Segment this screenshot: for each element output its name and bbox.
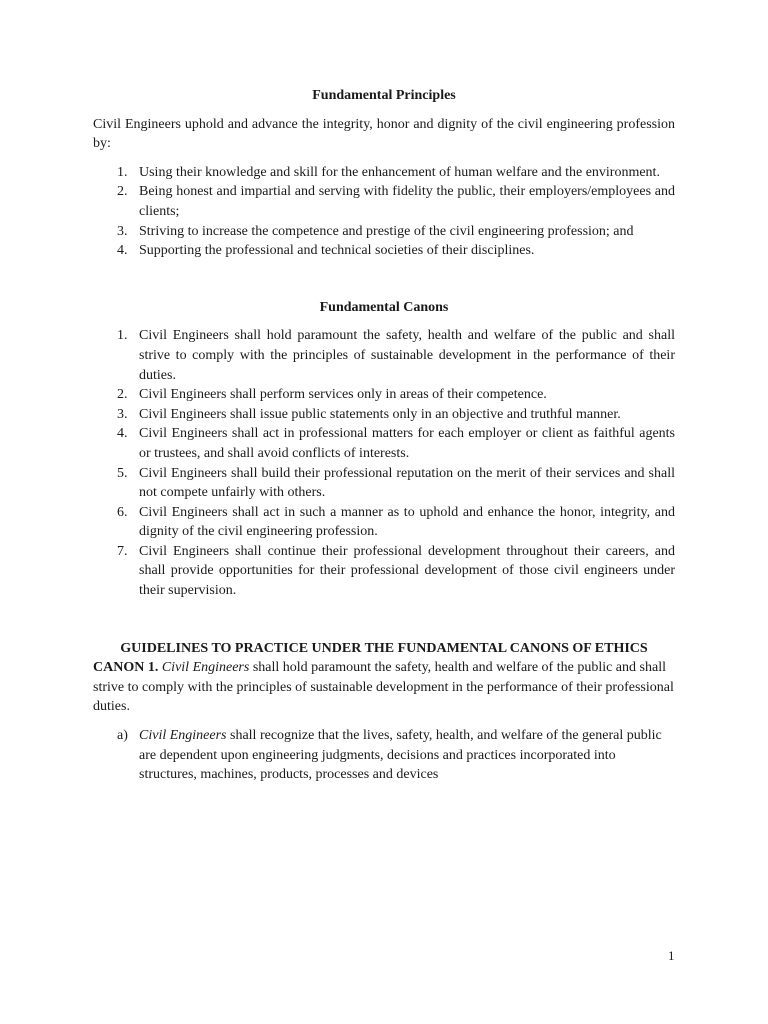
item-text: Civil Engineers shall act in such a manner as to uphold and enhance the honor, integrity, and dignity of the civil engineering profession. — [139, 504, 675, 540]
heading-guidelines: GUIDELINES TO PRACTICE UNDER THE FUNDAMENTAL CANONS OF ETHICS — [120, 640, 648, 656]
list-item — [93, 503, 675, 542]
item-number: 1. — [117, 328, 128, 344]
item-text: Civil Engineers shall build their professional reputation on the merit of their services and shall not compete unfairly with others. — [139, 465, 675, 501]
item-text: Being honest and impartial and serving with fidelity the public, their employers/employees and clients; — [139, 184, 675, 219]
canon-label: CANON 1. — [93, 660, 159, 676]
list-item — [93, 241, 675, 261]
item-number: 5. — [117, 465, 128, 481]
heading-fundamental-canons: Fundamental Canons — [319, 299, 449, 315]
page-number: 1 — [668, 948, 675, 963]
item-number: 7. — [117, 543, 128, 559]
item-number: 1. — [117, 164, 128, 180]
item-number: 2. — [117, 387, 128, 403]
item-number: 3. — [117, 406, 128, 422]
item-number: 6. — [117, 504, 128, 520]
list-item — [93, 222, 675, 242]
list-item — [93, 182, 675, 221]
item-letter: a) — [117, 728, 128, 744]
item-body: shall recognize that the lives, safety, health, and welfare of the general public are dependent upon engineering judgments, decisions and practices incorporated into structures, machines, products, processes and devices — [139, 728, 662, 783]
list-item — [93, 464, 675, 503]
item-number: 4. — [117, 243, 128, 259]
canon-1-sublist — [93, 726, 675, 785]
item-text — [139, 726, 675, 785]
list-item — [93, 326, 675, 385]
item-number: 4. — [117, 426, 128, 442]
list-item — [93, 542, 675, 601]
canon-text: shall hold paramount the safety, health and welfare of the public and shall strive to comply with the principles of sustainable development in the performance of their professional duties. — [93, 660, 674, 715]
principles-list — [93, 163, 675, 261]
item-text: Civil Engineers shall continue their professional development throughout their careers, and shall provide opportunities for their professional development of those civil engineers under their supervision. — [139, 543, 675, 599]
item-text: Supporting the professional and technical societies of their disciplines. — [139, 243, 535, 259]
list-item — [93, 405, 675, 425]
document-page — [93, 86, 675, 785]
list-item — [93, 385, 675, 405]
canon-1-paragraph — [93, 658, 675, 717]
list-item — [93, 424, 675, 463]
canons-list — [93, 326, 675, 600]
canon-subject: Civil Engineers — [161, 660, 250, 676]
item-text: Using their knowledge and skill for the enhancement of human welfare and the environment. — [139, 164, 660, 180]
item-text: Civil Engineers shall issue public statements only in an objective and truthful manner. — [139, 406, 621, 422]
item-text: Striving to increase the competence and prestige of the civil engineering profession; and — [139, 223, 634, 239]
item-subject: Civil Engineers — [139, 728, 227, 744]
item-text: Civil Engineers shall act in professional matters for each employer or client as faithful agents or trustees, and shall avoid conflicts of interests. — [139, 426, 675, 461]
item-text: Civil Engineers shall perform services only in areas of their competence. — [139, 387, 547, 403]
item-number: 3. — [117, 223, 128, 239]
heading-fundamental-principles: Fundamental Principles — [312, 88, 456, 103]
principles-intro: Civil Engineers uphold and advance the integrity, honor and dignity of the civil engineering profession by: — [93, 116, 675, 152]
list-item — [93, 163, 675, 183]
item-text: Civil Engineers shall hold paramount the safety, health and welfare of the public and shall strive to comply with the principles of sustainable development in the performance of their duties. — [139, 328, 675, 383]
list-item — [93, 726, 675, 785]
item-number: 2. — [117, 184, 128, 200]
